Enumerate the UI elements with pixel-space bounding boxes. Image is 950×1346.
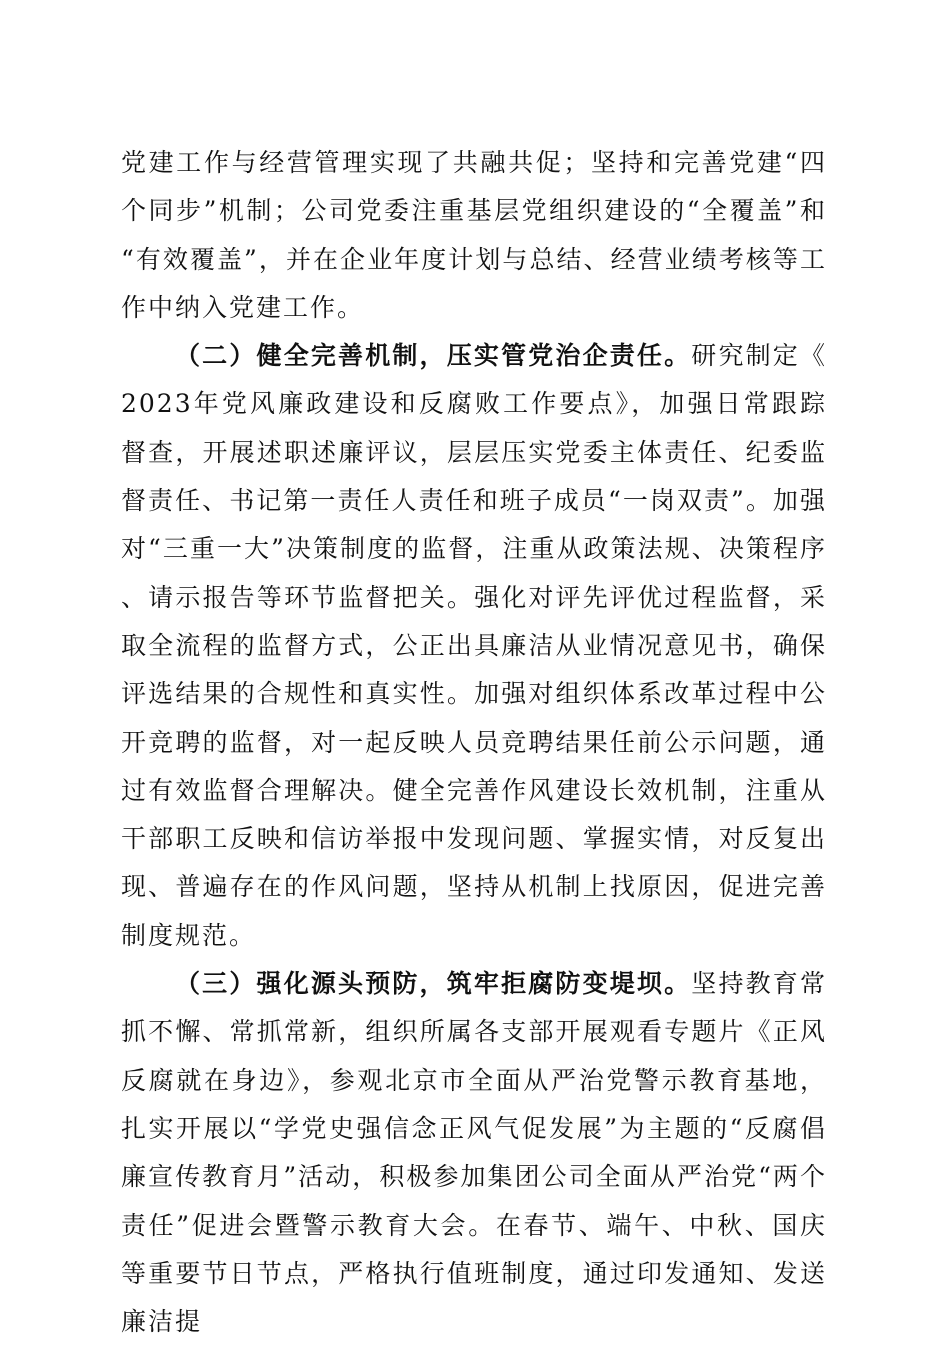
section-two-text: 研究制定《2023年党风廉政建设和反腐败工作要点》，加强日常跟踪督查，开展述职述廉评议，层层压实党委主体责任、纪委监督责任、书记第一责任人责任和班子成员“一岗双责”。加强对“三重一大”决策制度的监督，注重从政策法规、决策程序、请示报告等环节监督把关。强化对评先评优过程监督，采取全流程的监督方式，公正出具廉洁从业情况意见书，确保评选结果的合规性和真实性。加强对组织体系改革过程中公开竞聘的监督，对一起反映人员竞聘结果任前公示问题，通过有效监督合理解决。健全完善作风建设长效机制，注重从干部职工反映和信访举报中发现问题、掌握实情，对反复出现、普遍存在的作风问题，坚持从机制上找原因，促进完善制度规范。 xyxy=(121,341,827,950)
paragraph-section-three xyxy=(121,960,827,1346)
paragraph-party-building-integration xyxy=(121,139,827,332)
section-three-heading: （三）强化源头预防，筑牢拒腐防变堤坝。 xyxy=(175,969,692,999)
section-three-text: 坚持教育常抓不懈、常抓常新，组织所属各支部开展观看专题片《正风反腐就在身边》，参观北京市全面从严治党警示教育基地，扎实开展以“学党史强信念正风气促发展”为主题的“反腐倡廉宣传教育月”活动，积极参加集团公司全面从严治党“两个责任”促进会暨警示教育大会。在春节、端午、中秋、国庆等重要节日节点，严格执行值班制度，通过印发通知、发送廉洁提 xyxy=(121,969,827,1337)
document-body xyxy=(121,139,827,1346)
section-two-heading: （二）健全完善机制，压实管党治企责任。 xyxy=(175,341,692,371)
paragraph-1-text: 党建工作与经营管理实现了共融共促；坚持和完善党建“四个同步”机制；公司党委注重基层党组织建设的“全覆盖”和“有效覆盖”，并在企业年度计划与总结、经营业绩考核等工作中纳入党建工作。 xyxy=(121,148,827,322)
paragraph-section-two xyxy=(121,332,827,960)
